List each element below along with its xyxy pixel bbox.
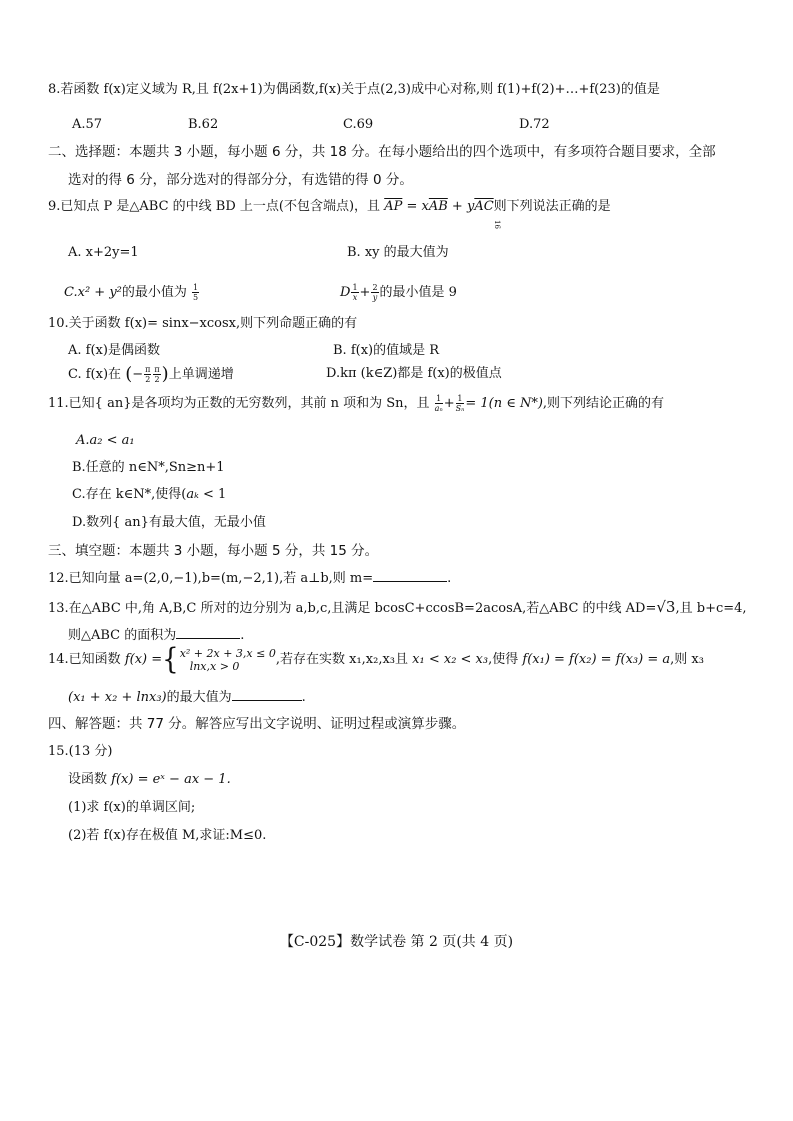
q11-plus: + xyxy=(443,396,455,411)
q10-option-b: B. f(x)的值域是 R xyxy=(333,343,440,358)
section2-instructions-line2: 选对的得 6 分，部分选对的得部分分，有选错的得 0 分。 xyxy=(68,172,413,188)
q14-brace: { xyxy=(162,643,179,676)
q11-option-c xyxy=(72,486,226,504)
q9d-label: D xyxy=(340,285,351,300)
q14-answer-blank[interactable] xyxy=(232,700,302,701)
q14-fx: f(x) = xyxy=(124,652,163,667)
q12-answer-blank[interactable] xyxy=(373,581,447,582)
q9-option-a: A. x+2y=1 xyxy=(68,245,139,260)
q15-setup-text: 设函数 xyxy=(68,772,108,787)
q10c-post: 上单调递增 xyxy=(168,367,234,382)
q9d-f1d: x xyxy=(352,293,358,302)
q15-part1: (1)求 f(x)的单调区间; xyxy=(68,800,196,815)
q11-stem-text: 11.已知{ an}是各项均为正数的无穷数列，其前 n 项和为 Sn，且 xyxy=(48,396,430,411)
q8-option-b: B.62 xyxy=(188,117,219,132)
q14-line2 xyxy=(68,689,306,707)
q10c-interval xyxy=(144,365,151,384)
q15-function: f(x) = eˣ − ax − 1. xyxy=(111,772,231,787)
q8-option-a: A.57 xyxy=(72,117,103,132)
eq-plus: + y xyxy=(447,199,475,214)
q9-option-c xyxy=(64,283,200,302)
q10c-2r: 2 xyxy=(154,375,160,384)
q15-part2: (2)若 f(x)存在极值 M,求证:M≤0. xyxy=(68,828,267,843)
q8-option-d: D.72 xyxy=(519,117,550,132)
q9d-f2d: y xyxy=(372,293,378,302)
q14-expr: (x₁ + x₂ + lnx₃) xyxy=(68,690,167,705)
q9d-frac2 xyxy=(371,283,378,302)
q14-cases xyxy=(180,647,276,673)
section3-instructions: 三、填空题：本题共 3 小题，每小题 5 分，共 15 分。 xyxy=(48,543,379,559)
q11-f2d: Sₙ xyxy=(455,404,465,413)
q8-stem: 8.若函数 f(x)定义域为 R,且 f(2x+1)为偶函数,f(x)关于点(2,3)成中心对称,则 f(1)+f(2)+…+f(23)的值是 xyxy=(48,82,660,97)
q9c-fraction xyxy=(192,283,199,302)
eq-mid: = x xyxy=(402,199,429,214)
q9d-f2n: 2 xyxy=(372,283,378,292)
q14-case1: x² + 2x + 3,x ≤ 0 xyxy=(179,646,276,660)
q11-frac2 xyxy=(456,394,465,413)
section4-instructions: 四、解答题：共 77 分。解答应写出文字说明、证明过程或演算步骤。 xyxy=(48,716,466,732)
q13-text: 13.在△ABC 中,角 A,B,C 所对的边分别为 a,b,c,且满足 bcosC+ccosB=2acosA,若△ABC 的中线 AD= xyxy=(48,601,657,616)
q11-option-d: D.数列{ an}有最大值，无最小值 xyxy=(72,515,266,530)
q13-end: . xyxy=(240,628,245,643)
q9-option-d xyxy=(340,283,457,302)
q11-option-b: B.任意的 n∈N*,Sn≥n+1 xyxy=(72,460,225,475)
section2-instructions-line1: 二、选择题：本题共 3 小题，每小题 6 分，共 18 分。在每小题给出的四个选项中，有多项符合题目要求，全部 xyxy=(48,144,716,160)
q9-stray-fraction xyxy=(493,220,500,229)
q14-mid: ,若存在实数 x₁,x₂,x₃且 xyxy=(275,652,409,667)
q9c-den: 5 xyxy=(193,293,199,302)
q14-x3: x₃ xyxy=(691,652,704,667)
q14-pre: 14.已知函数 xyxy=(48,652,121,667)
q10c-interval-right xyxy=(153,365,160,384)
q11-frac1 xyxy=(435,394,443,413)
stray-6: 6 xyxy=(492,224,501,229)
q9-vector-equation xyxy=(384,199,493,214)
q10c-pi: π xyxy=(145,365,151,374)
page-footer: 【C-025】数学试卷 第 2 页(共 4 页) xyxy=(279,934,514,950)
vec-ac: $\overline{AC}$ xyxy=(474,199,494,214)
q10c-2: 2 xyxy=(145,375,151,384)
q9-stem-text: 9.已知点 P 是△ABC 的中线 BD 上一点(不包含端点)，且 xyxy=(48,199,381,214)
q10-option-a: A. f(x)是偶函数 xyxy=(68,343,160,358)
q14-eq: f(x₁) = f(x₂) = f(x₃) = a xyxy=(522,652,671,667)
vec-ap: $\overline{AP}$ xyxy=(384,199,403,214)
q14-line2-post: 的最大值为 xyxy=(166,690,232,705)
q11-f2n: 1 xyxy=(457,394,463,403)
q9c-expr: C.x² + y² xyxy=(64,285,122,300)
q11c-post: < 1 xyxy=(198,487,227,502)
q15-setup xyxy=(68,771,231,789)
q11-f1n: 1 xyxy=(436,394,442,403)
q10c-minus: − xyxy=(132,367,144,382)
q14-ineq: x₁ < x₂ < x₃ xyxy=(412,652,489,667)
vec-ab: $\overline{AB}$ xyxy=(428,199,448,214)
q11-stem-tail: ,则下列结论正确的有 xyxy=(542,396,665,411)
q11-eq: = 1(n ∈ N*) xyxy=(465,396,543,411)
q14-end: . xyxy=(301,690,306,705)
q10c-pre: C. f(x)在 xyxy=(68,367,122,382)
q11c-pre: C.存在 k∈N*,使得( xyxy=(72,487,187,502)
q15-heading: 15.(13 分) xyxy=(48,744,113,759)
q9d-plus: + xyxy=(359,285,371,300)
q14-case2: lnx,x > 0 xyxy=(189,659,240,673)
q13-answer-blank[interactable] xyxy=(176,638,240,639)
q10c-pi-r: π xyxy=(154,365,160,374)
q10-stem: 10.关于函数 f(x)= sinx−xcosx,则下列命题正确的有 xyxy=(48,316,358,331)
q13-line1 xyxy=(48,598,747,618)
q12-text: 12.已知向量 a=(2,0,−1),b=(m,−2,1),若 a⊥b,则 m= xyxy=(48,571,374,586)
q10-option-d: D.kπ (k∈Z)都是 f(x)的极值点 xyxy=(326,366,502,381)
stray-1: 1 xyxy=(492,220,501,225)
q9c-num: 1 xyxy=(193,283,199,292)
q13-line2-text: 则△ABC 的面积为 xyxy=(68,628,177,643)
q9d-frac1 xyxy=(351,283,358,302)
q11-f1d: aₙ xyxy=(434,404,443,413)
q10-option-c: C. f(x)在 (− $\frac{\pi}{2}$ $\frac{\pi}{2}$ )上单调递增 xyxy=(68,363,234,385)
q11c-ak: aₖ xyxy=(186,487,199,502)
q8-option-c: C.69 xyxy=(343,117,374,132)
q9-option-b: B. xy 的最大值为 xyxy=(347,245,449,260)
q9d-post: 的最小值是 9 xyxy=(379,285,457,300)
q11-stem xyxy=(48,394,664,413)
q13-line2 xyxy=(68,627,244,645)
q13-text-tail: ,且 b+c=4, xyxy=(675,601,747,616)
q9c-mid: 的最小值为 xyxy=(121,285,187,300)
q14-mid2: ,使得 xyxy=(488,652,519,667)
q9-stem xyxy=(48,198,611,216)
q9-stem-tail: 则下列说法正确的是 xyxy=(493,199,611,214)
q11-option-a: A.a₂ < a₁ xyxy=(76,433,135,448)
q14-line1 xyxy=(48,645,704,675)
q12-end: . xyxy=(447,571,452,586)
q14-post: ,则 xyxy=(670,652,688,667)
q12 xyxy=(48,570,451,588)
q9d-f1n: 1 xyxy=(352,283,358,292)
q13-sqrt3: √3 xyxy=(656,598,676,616)
